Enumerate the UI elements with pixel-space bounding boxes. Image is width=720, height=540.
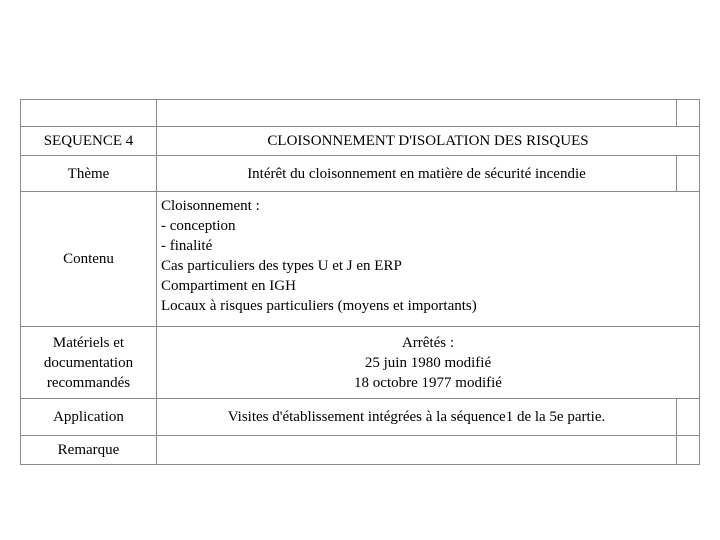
remarque-label: Remarque bbox=[20, 435, 157, 465]
contenu-label: Contenu bbox=[20, 191, 157, 327]
materiels-label-line: recommandés bbox=[46, 374, 131, 391]
application-value: Visites d'établissement intégrées à la séquence1 de la 5e partie. bbox=[156, 398, 677, 436]
materiels-label-line: Matériels et bbox=[52, 334, 125, 351]
materiels-value-line: 18 octobre 1977 modifié bbox=[354, 374, 502, 391]
application-label: Application bbox=[20, 398, 157, 436]
empty-cell bbox=[676, 398, 700, 436]
materiels-label-line: documentation bbox=[43, 354, 134, 371]
contenu-line: - finalité bbox=[161, 238, 213, 254]
materiels-value-line: 25 juin 1980 modifié bbox=[364, 354, 492, 371]
empty-cell bbox=[676, 435, 700, 465]
remarque-value bbox=[156, 435, 677, 465]
theme-label: Thème bbox=[20, 155, 157, 192]
sequence-title: CLOISONNEMENT D'ISOLATION DES RISQUES bbox=[156, 126, 700, 156]
contenu-line: Compartiment en IGH bbox=[161, 278, 296, 294]
materiels-label bbox=[20, 326, 157, 399]
contenu-line: Cas particuliers des types U et J en ERP bbox=[161, 258, 402, 274]
empty-cell bbox=[20, 99, 157, 127]
sequence-label: SEQUENCE 4 bbox=[20, 126, 157, 156]
empty-cell bbox=[156, 99, 677, 127]
contenu-value bbox=[156, 191, 700, 327]
contenu-line: - conception bbox=[161, 218, 236, 234]
contenu-line: Locaux à risques particuliers (moyens et importants) bbox=[161, 298, 477, 314]
contenu-line: Cloisonnement : bbox=[161, 198, 260, 214]
materiels-value-line: Arrêtés : bbox=[401, 334, 455, 351]
theme-value: Intérêt du cloisonnement en matière de sécurité incendie bbox=[156, 155, 677, 192]
empty-cell bbox=[676, 155, 700, 192]
materiels-value bbox=[156, 326, 700, 399]
empty-cell bbox=[676, 99, 700, 127]
